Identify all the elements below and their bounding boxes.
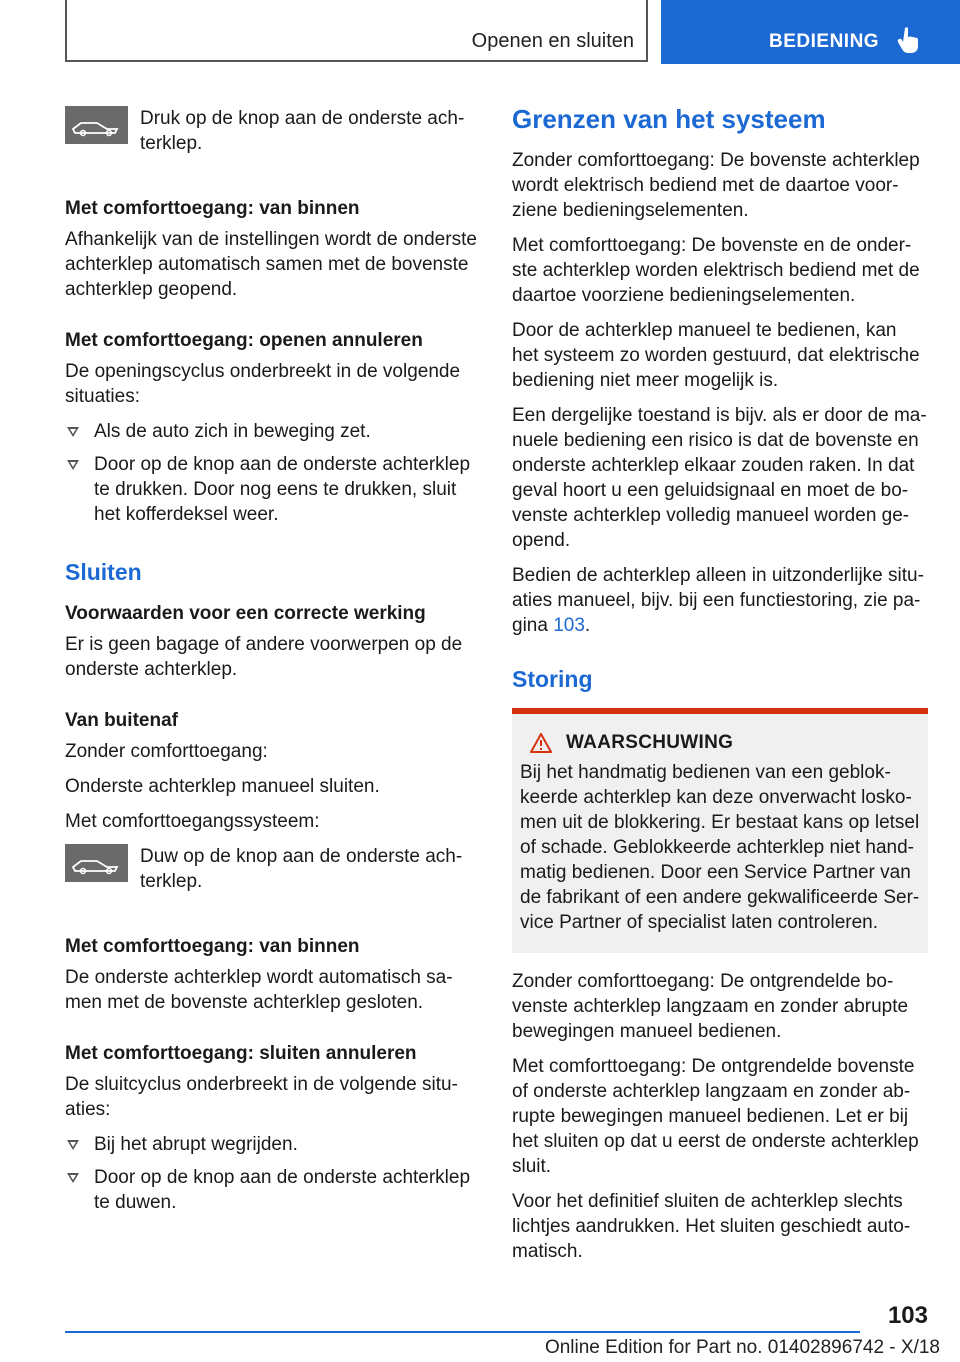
page-reference-link[interactable]: 103 <box>553 615 585 636</box>
paragraph: Onderste achterklep manueel sluiten. <box>65 776 380 797</box>
car-tailgate-icon <box>65 844 128 882</box>
paragraph: Met comforttoegang: De ontgrendelde bovenste of onderste achterklep langzaam en zonder ab- rupte bewegingen manueel bedienen. Let er bij het sluiten op dat u eerst de onderste achterklep sluit. <box>512 1056 919 1177</box>
paragraph: Voor het definitief sluiten de achterklep slechts lichtjes aandrukken. Het sluiten geschiedt auto- matisch. <box>512 1191 911 1262</box>
triangle-bullet-icon <box>67 460 79 470</box>
paragraph: Bedien de achterklep alleen in uitzonderlijke situ- aties manueel, bijv. bij een functiestoring, zie pa- gina 103. <box>512 565 924 636</box>
section-heading: Met comforttoegang: openen annuleren <box>65 330 423 351</box>
paragraph: Er is geen bagage of andere voorwerpen op de onderste achterklep. <box>65 634 463 680</box>
chapter-heading-grenzen: Grenzen van het systeem <box>512 104 826 134</box>
warning-title-row <box>520 732 920 754</box>
triangle-bullet-icon <box>67 427 79 437</box>
section-heading: Voorwaarden voor een correcte werking <box>65 603 426 624</box>
button-instruction-open <box>65 106 480 156</box>
section-heading: Met comforttoegang: van binnen <box>65 936 360 957</box>
list-item: Als de auto zich in beweging zet. <box>65 419 480 444</box>
section-heading: Met comforttoegang: sluiten annuleren <box>65 1043 417 1064</box>
warning-title: WAARSCHUWING <box>566 732 734 753</box>
header-section-box <box>65 0 648 62</box>
chapter-heading-sluiten: Sluiten <box>65 559 142 585</box>
paragraph: De openingscyclus onderbreekt in de volgende situaties: <box>65 361 461 407</box>
paragraph: Zonder comforttoegang: De bovenste achterklep wordt elektrisch bediend met de daartoe voor- ziene bedieningselementen. <box>512 150 920 221</box>
triangle-bullet-icon <box>67 1140 79 1150</box>
section-heading: Van buitenaf <box>65 710 178 731</box>
footer-edition: Online Edition for Part no. 01402896742 - X/18 <box>544 1337 940 1358</box>
pointing-hand-icon <box>897 26 921 54</box>
warning-triangle-icon <box>530 733 552 753</box>
instruction-text: Druk op de knop aan de onderste ach- terklep. <box>140 108 465 154</box>
car-tailgate-icon <box>65 106 128 144</box>
paragraph: Afhankelijk van de instellingen wordt de onderste achterklep automatisch samen met de bovenste achterklep geopend. <box>65 229 477 300</box>
header-chapter-title: BEDIENING <box>769 31 880 52</box>
list-item: Door op de knop aan de onderste achterklep te duwen. <box>65 1165 480 1215</box>
warning-box <box>512 708 928 953</box>
paragraph: Door de achterklep manueel te bedienen, kan het systeem zo worden gestuurd, dat elektrische bediening niet meer mogelijk is. <box>512 320 920 391</box>
paragraph: Met comforttoegangssysteem: <box>65 811 320 832</box>
bullet-list <box>65 419 480 527</box>
paragraph: Een dergelijke toestand is bijv. als er door de ma- nuele bediening een risico is dat de bovenste en onderste achterklep elkaar zouden raken. In dat geval hoort u een geluidsignaal en moet de bo- venste achterklep volledig manueel worden ge- opend. <box>512 405 927 551</box>
section-heading: Met comforttoegang: van binnen <box>65 198 360 219</box>
paragraph: Met comforttoegang: De bovenste en de onder- ste achterklep worden elektrisch bediend met de daartoe voorziene bedieningselementen. <box>512 235 920 306</box>
left-column <box>65 100 480 1223</box>
paragraph: Zonder comforttoegang: De ontgrendelde bo- venste achterklep langzaam en zonder abrupte bewegingen manueel bedienen. <box>512 971 909 1042</box>
header-chapter-box <box>661 0 960 64</box>
chapter-heading-storing: Storing <box>512 666 593 692</box>
page-number: 103 <box>887 1302 928 1329</box>
warning-text: Bij het handmatig bedienen van een geblok- keerde achterklep kan deze onverwacht losko- men uit de blokkering. Er bestaat kans op letsel of schade. Geblokkeerde achterklep niet hand- matig bedienen. Door een Service Partner van de fabrikant of een andere gekwalificeerde Ser- vice Partner of specialist laten controleren. <box>520 762 920 933</box>
header-section-title: Openen en sluiten <box>471 30 634 52</box>
triangle-bullet-icon <box>67 1173 79 1183</box>
button-instruction-close <box>65 844 480 894</box>
footer-divider <box>65 1331 860 1333</box>
right-column <box>512 100 928 1274</box>
instruction-text: Duw op de knop aan de onderste ach- terklep. <box>140 846 463 892</box>
paragraph: De sluitcyclus onderbreekt in de volgende situ- aties: <box>65 1074 458 1120</box>
paragraph: De onderste achterklep wordt automatisch sa- men met de bovenste achterklep gesloten. <box>65 967 453 1013</box>
list-item: Door op de knop aan de onderste achterklep te drukken. Door nog eens te drukken, sluit het kofferdeksel weer. <box>65 452 480 527</box>
paragraph: Zonder comforttoegang: <box>65 741 268 762</box>
bullet-list <box>65 1132 480 1215</box>
list-item: Bij het abrupt wegrijden. <box>65 1132 480 1157</box>
